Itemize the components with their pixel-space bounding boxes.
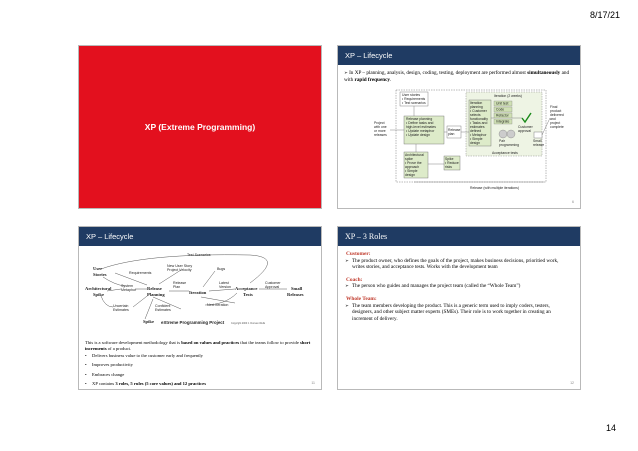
intro-paragraph [85, 340, 315, 351]
label-final-1: Final [550, 105, 558, 109]
label-test-scenarios: Test Scenarios [187, 253, 211, 257]
label-unit-test: Unit test [496, 101, 509, 106]
label-estimates: Estimates [113, 308, 129, 312]
label-it-5: estimates [470, 125, 485, 129]
slide-number: 11 [311, 381, 315, 385]
label-refactor: Refactor [496, 113, 509, 118]
label-us-1: • Requirements [402, 97, 426, 101]
label-integrate: Integrate [496, 119, 510, 124]
intro-bold-2: short increments [85, 340, 311, 351]
role-description: ➢ The product owner, who defines the goals of the project, makes business decisions, prioritied work, writes stories, and acceptance tests. Works with the development team [346, 258, 570, 271]
slide-heading: XP – 3 Roles [345, 232, 388, 241]
xp-project-diagram [85, 249, 315, 331]
label-arch-c: • Simple [405, 169, 418, 173]
list-item: • Embraces change [85, 372, 315, 378]
slide-number: 12 [570, 381, 574, 385]
title-slide-background [79, 46, 321, 208]
label-approval: approval [518, 129, 532, 133]
label-it-6: defined [470, 129, 482, 133]
label-spike: Spike [93, 292, 104, 297]
lifecycle-diagram [374, 88, 566, 200]
xp-project-diagram-svg [85, 249, 315, 331]
label-iteration: Iteration [189, 290, 207, 295]
label-system: System [121, 284, 133, 288]
label-project-or: or more [374, 129, 386, 133]
intro-bold-1: simultaneously [527, 70, 561, 76]
label-approval: Approval [265, 285, 280, 289]
label-project-velocity: Project Velocity [167, 268, 192, 272]
role-customer [346, 251, 570, 271]
label-project-with: with one [374, 125, 387, 129]
label-arch-d: design [405, 173, 415, 177]
slide-xp-roles [337, 226, 581, 390]
label-it-3: functionality [470, 117, 488, 121]
label-release: release [533, 143, 545, 147]
label-release-iterations: Release (with multiple iterations) [470, 186, 519, 190]
label-estimates-2: Estimates [155, 308, 171, 312]
list-item: • Improves productivity [85, 362, 315, 368]
slide-header-bar [79, 227, 321, 246]
label-plan: Plan [173, 285, 181, 289]
label-customer: Customer [518, 125, 533, 129]
label-small: Small [291, 286, 303, 291]
lifecycle-diagram-svg [374, 88, 566, 200]
intro-bold-2: rapid frequency [354, 76, 391, 83]
label-release-plan-2: plan [448, 132, 455, 136]
label-uncertain: Uncertain [113, 304, 129, 308]
role-heading: Coach: [346, 276, 363, 283]
label-version: Version [219, 285, 231, 289]
label-rp-3: • Update metaphor [406, 129, 435, 133]
label-project-releases: releases [374, 133, 387, 137]
slide-heading: XP – Lifecycle [345, 51, 393, 60]
label-release: Release [147, 286, 162, 291]
label-user: User [93, 266, 103, 271]
label-project-title: eXtreme Programming Project [161, 320, 225, 325]
label-rp-2: high-level estimates [406, 125, 436, 129]
page-number: 14 [605, 423, 616, 433]
slide-title-text: XP (Extreme Programming) [144, 122, 256, 132]
label-spike-b: risks [445, 165, 452, 169]
list-item: • Delivers business value to the customer early and frequently [85, 353, 315, 359]
print-date: 8/17/21 [589, 10, 620, 20]
slide-body [85, 340, 315, 390]
label-user-stories: User stories [402, 93, 421, 97]
role-heading: Whole Team: [346, 295, 377, 302]
list-item-last [85, 381, 315, 387]
label-release-plan: Release [448, 128, 461, 132]
label-it-4: • Tasks and [470, 121, 488, 125]
label-it-7: • Metaphor [470, 133, 487, 137]
intro-text: In XP – planning, analysis, design, coding, testing, deployment are performed almost [349, 70, 528, 76]
label-new-user-story: New User Story [167, 264, 193, 268]
role-heading: Customer: [346, 251, 371, 257]
slide-header-bar [338, 227, 580, 246]
label-releases: Releases [287, 292, 304, 297]
last-bold: 3 roles, 5 rules (5 core values) and 12 practices [115, 380, 206, 386]
label-copyright: Copyright 2000 J. Donvan Wells [231, 322, 266, 325]
label-us-2: • Test scenarios [402, 101, 426, 105]
role-whole-team [346, 296, 570, 322]
slide-intro [344, 70, 572, 83]
intro-end: . [390, 76, 392, 83]
label-planning: Planning [147, 292, 165, 297]
label-it-8: • Simple [470, 137, 483, 141]
label-final-4: and [550, 117, 556, 121]
label-stories: Stories [93, 272, 107, 277]
arrow-bullet-icon: ➢ [344, 70, 348, 75]
label-arch-a: • Prove the [405, 161, 422, 165]
label-it-1: • Customer [470, 109, 487, 113]
label-arch: Architectural [405, 153, 424, 157]
label-pair-2: programming [499, 143, 519, 147]
label-small: Small [533, 139, 542, 143]
label-it-planning-2: planning [470, 105, 483, 109]
label-acceptance: Acceptance [235, 286, 258, 291]
slide-heading: XP – Lifecycle [86, 232, 134, 241]
label-confident: Confident [155, 304, 171, 308]
label-iteration: Iteration (2 weeks) [494, 94, 522, 98]
label-bugs: Bugs [217, 267, 226, 271]
slide-number: 6 [572, 200, 574, 204]
intro-end: of a product. [106, 345, 132, 351]
label-final-2: product [550, 109, 562, 113]
label-it-9: design [470, 141, 480, 145]
label-it-planning: Iteration [470, 101, 483, 105]
label-it-2: selects [470, 113, 481, 117]
label-final-6: complete [550, 125, 564, 129]
label-arch-2: spike [405, 157, 413, 161]
role-description: ➢ The team members developing the product. This is a generic term used to imply coders, testers, designers, and other subject matter experts (SMEs). Their role is to work together in creating an increment of delivery. [346, 303, 570, 323]
slide-xp-lifecycle-diagram [337, 45, 581, 209]
label-final-3: delivered [550, 113, 564, 117]
intro-text-2: and with [344, 70, 570, 83]
slide-body [346, 251, 570, 328]
intro-text-2: that the teams follow to provide [239, 340, 301, 345]
label-metaphor: Metaphor [121, 288, 137, 292]
label-pair: Pair [499, 139, 506, 143]
label-rp-1: • Define tasks and [406, 121, 434, 125]
label-spike-a: • Reduce [445, 161, 459, 165]
label-release-plan: Release [173, 281, 187, 285]
last-text: XP contains [92, 380, 116, 386]
label-architectural: Architectural [85, 286, 112, 291]
label-spike-bottom: Spike [143, 319, 154, 324]
role-description: ➢ The person who guides and manages the project team (called the “Whole Team”) [346, 283, 570, 290]
label-final-5: project [550, 121, 561, 125]
label-rp-4: • Update design [406, 133, 430, 137]
label-acceptance-tests: Acceptance tests [492, 151, 518, 155]
label-next-iteration: Next Iteration [207, 303, 229, 307]
role-coach [346, 277, 570, 290]
benefit-list [85, 353, 315, 386]
intro-bold-1: based on values and practices [181, 340, 240, 345]
label-tests: Tests [243, 292, 253, 297]
label-latest: Latest [219, 281, 229, 285]
intro-text: This is a software development methodology that is [85, 340, 182, 345]
label-project: Project [374, 121, 385, 125]
label-code: Code [496, 107, 505, 112]
slide-xp-lifecycle-overview [78, 226, 322, 390]
label-release-planning: Release planning [406, 117, 433, 121]
label-requirements: Requirements [129, 271, 152, 275]
label-spike: Spike [445, 157, 454, 161]
label-arch-b: approach [405, 165, 420, 169]
slide-title [78, 45, 322, 209]
label-customer: Customer [265, 281, 281, 285]
slide-header-bar [338, 46, 580, 65]
